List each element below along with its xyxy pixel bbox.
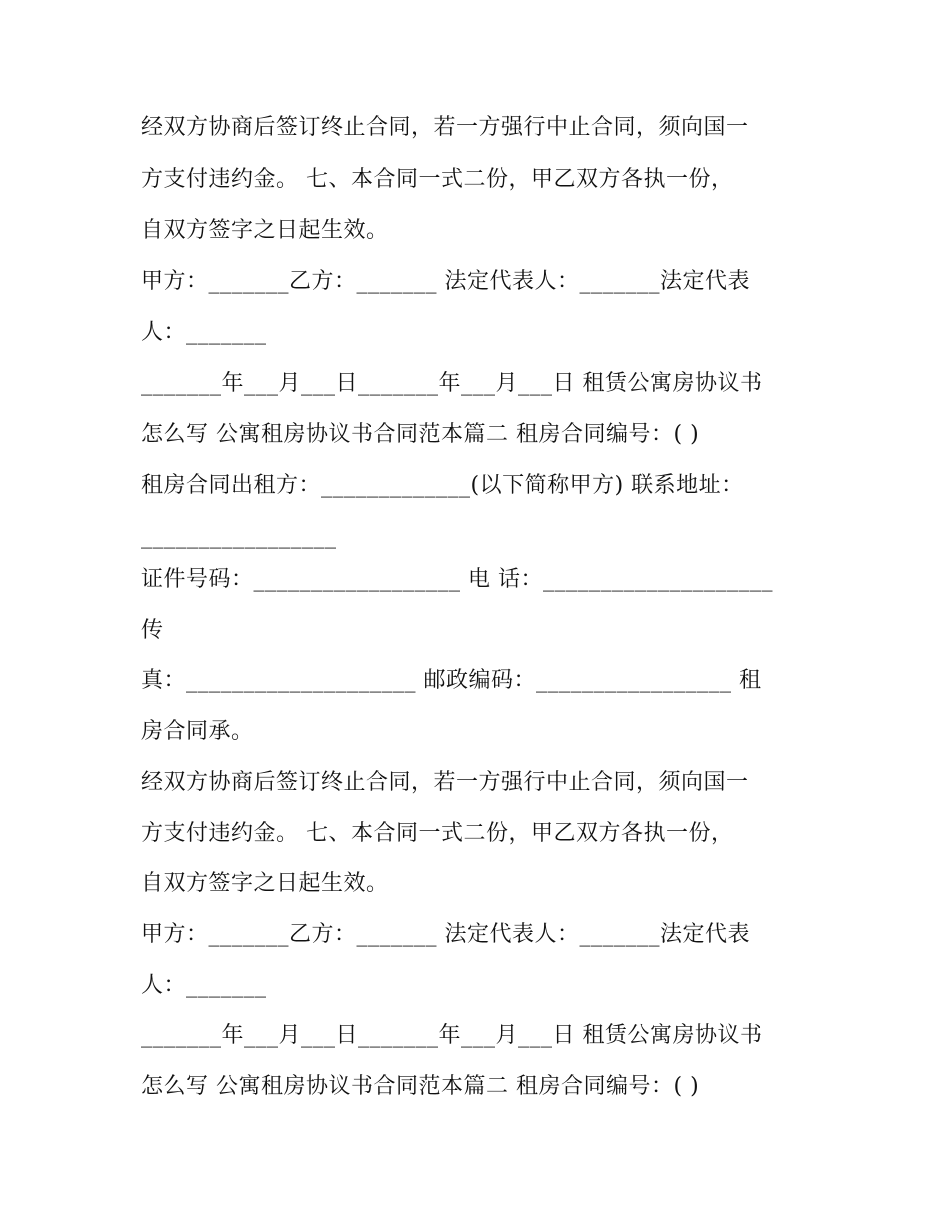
signature-line: 甲方：_______乙方：_______ 法定代表人：_______法定代表	[141, 269, 750, 294]
id-phone-line: 证件号码：__________________ 电 话：____________________	[141, 567, 773, 592]
address-blank: _________________	[141, 524, 337, 549]
signature-line: 人：_______	[141, 320, 267, 345]
text-line: 房合同承。	[141, 719, 254, 744]
text-line: 自双方签字之日起生效。	[141, 871, 389, 896]
lessor-line: 租房合同出租方：_____________(以下简称甲方) 联系地址：	[141, 473, 744, 498]
text-line: 自双方签字之日起生效。	[141, 218, 389, 243]
signature-line: 人：_______	[141, 973, 267, 998]
date-line: _______年___月___日_______年___月___日 租赁公寓房协议书	[141, 1023, 763, 1048]
fax-postcode-line: 真：____________________ 邮政编码：_________________ 租	[141, 668, 762, 693]
text-line: 方支付违约金。 七、本合同一式二份，甲乙双方各执一份，	[141, 821, 734, 846]
text-line: 怎么写 公寓租房协议书合同范本篇二 租房合同编号：( )	[141, 1074, 700, 1099]
signature-line: 甲方：_______乙方：_______ 法定代表人：_______法定代表	[141, 922, 750, 947]
text-line: 方支付违约金。 七、本合同一式二份，甲乙双方各执一份，	[141, 167, 734, 192]
text-line: 怎么写 公寓租房协议书合同范本篇二 租房合同编号：( )	[141, 422, 700, 447]
date-line: _______年___月___日_______年___月___日 租赁公寓房协议书	[141, 371, 763, 396]
text-line: 经双方协商后签订终止合同，若一方强行中止合同，须向国一	[141, 115, 749, 140]
text-line: 传	[141, 618, 164, 643]
text-line: 经双方协商后签订终止合同，若一方强行中止合同，须向国一	[141, 770, 749, 795]
